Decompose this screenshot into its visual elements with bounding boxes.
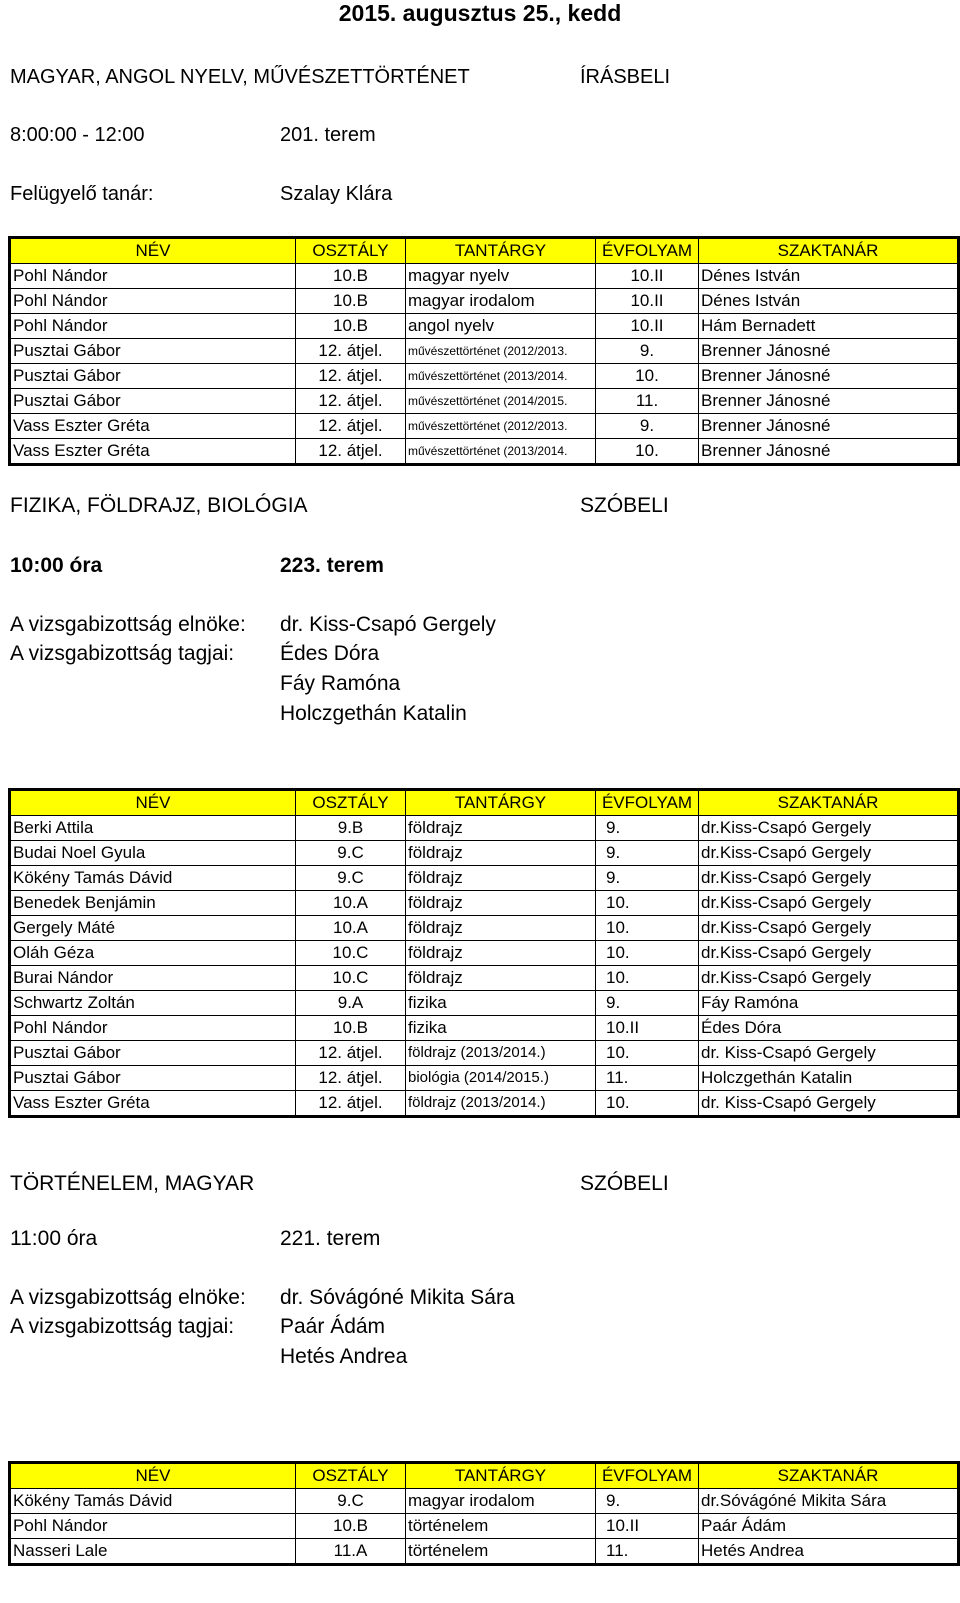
table-row — [10, 339, 959, 364]
cell-subject: fizika — [406, 1016, 596, 1041]
cell-subject: földrajz — [406, 841, 596, 866]
section2-exam-type: SZÓBELI — [580, 494, 669, 517]
header-name: NÉV — [10, 790, 296, 816]
cell-subject: művészettörténet (2014/2015. — [406, 389, 596, 414]
table-row — [10, 1514, 959, 1539]
section2-tbody — [10, 790, 959, 1117]
cell-class: 12. átjel. — [296, 414, 406, 439]
table-row — [10, 439, 959, 465]
cell-teacher: dr.Kiss-Csapó Gergely — [699, 941, 959, 966]
cell-name: Pusztai Gábor — [10, 1041, 296, 1066]
cell-class: 10.C — [296, 966, 406, 991]
cell-name: Pohl Nándor — [10, 314, 296, 339]
cell-name: Berki Attila — [10, 816, 296, 841]
section1-subject: MAGYAR, ANGOL NYELV, MŰVÉSZETTÖRTÉNET — [10, 66, 470, 88]
cell-name: Oláh Géza — [10, 941, 296, 966]
cell-year: 9. — [596, 339, 699, 364]
section1-supervisor-label: Felügyelő tanár: — [10, 183, 154, 205]
cell-name: Gergely Máté — [10, 916, 296, 941]
cell-name: Pusztai Gábor — [10, 389, 296, 414]
cell-teacher: dr.Kiss-Csapó Gergely — [699, 816, 959, 841]
cell-class: 12. átjel. — [296, 389, 406, 414]
header-year: ÉVFOLYAM — [596, 790, 699, 816]
section2-members-label: A vizsgabizottság tagjai: — [10, 642, 235, 665]
cell-subject: magyar irodalom — [406, 1489, 596, 1514]
cell-name: Pusztai Gábor — [10, 364, 296, 389]
cell-name: Schwartz Zoltán — [10, 991, 296, 1016]
cell-class: 12. átjel. — [296, 439, 406, 465]
cell-year: 10. — [596, 916, 699, 941]
table-row — [10, 1041, 959, 1066]
cell-name: Vass Eszter Gréta — [10, 439, 296, 465]
cell-teacher: dr.Kiss-Csapó Gergely — [699, 866, 959, 891]
header-class: OSZTÁLY — [296, 1463, 406, 1489]
cell-teacher: Dénes István — [699, 264, 959, 289]
section1-table — [8, 236, 960, 466]
cell-teacher: Brenner Jánosné — [699, 414, 959, 439]
cell-teacher: Dénes István — [699, 289, 959, 314]
cell-year: 10. — [596, 364, 699, 389]
cell-year: 11. — [596, 1066, 699, 1091]
section2-table — [8, 788, 960, 1118]
section1-room: 201. terem — [280, 124, 376, 146]
cell-teacher: dr. Kiss-Csapó Gergely — [699, 1091, 959, 1117]
cell-name: Kökény Tamás Dávid — [10, 1489, 296, 1514]
table-row — [10, 991, 959, 1016]
table-row — [10, 966, 959, 991]
cell-subject: földrajz — [406, 891, 596, 916]
cell-subject: fizika — [406, 991, 596, 1016]
cell-teacher: Brenner Jánosné — [699, 339, 959, 364]
cell-year: 9. — [596, 816, 699, 841]
cell-class: 10.A — [296, 916, 406, 941]
cell-class: 9.C — [296, 866, 406, 891]
cell-year: 11. — [596, 1539, 699, 1565]
table-row — [10, 314, 959, 339]
cell-name: Nasseri Lale — [10, 1539, 296, 1565]
cell-year: 9. — [596, 866, 699, 891]
cell-teacher: dr. Kiss-Csapó Gergely — [699, 1041, 959, 1066]
table-row — [10, 389, 959, 414]
cell-teacher: Brenner Jánosné — [699, 364, 959, 389]
cell-subject: biológia (2014/2015.) — [406, 1066, 596, 1091]
cell-subject: művészettörténet (2013/2014. — [406, 364, 596, 389]
cell-class: 9.A — [296, 991, 406, 1016]
cell-subject: földrajz — [406, 941, 596, 966]
header-year: ÉVFOLYAM — [596, 238, 699, 264]
section2-room: 223. terem — [280, 554, 384, 577]
cell-teacher: Hetés Andrea — [699, 1539, 959, 1565]
cell-class: 10.B — [296, 1514, 406, 1539]
cell-name: Pohl Nándor — [10, 1016, 296, 1041]
cell-year: 10. — [596, 439, 699, 465]
section3-room: 221. terem — [280, 1227, 381, 1250]
section3-subject: TÖRTÉNELEM, MAGYAR — [10, 1172, 255, 1195]
header-name: NÉV — [10, 238, 296, 264]
cell-year: 10. — [596, 1091, 699, 1117]
section2-chair: dr. Kiss-Csapó Gergely — [280, 613, 496, 636]
cell-class: 12. átjel. — [296, 1066, 406, 1091]
cell-teacher: Brenner Jánosné — [699, 439, 959, 465]
section3-member: Hetés Andrea — [280, 1345, 408, 1368]
cell-teacher: Holczgethán Katalin — [699, 1066, 959, 1091]
table-row — [10, 841, 959, 866]
cell-subject: művészettörténet (2013/2014. — [406, 439, 596, 465]
cell-year: 10.II — [596, 264, 699, 289]
cell-teacher: dr.Kiss-Csapó Gergely — [699, 916, 959, 941]
cell-year: 10. — [596, 1041, 699, 1066]
cell-class: 12. átjel. — [296, 1091, 406, 1117]
table-header-row — [10, 790, 959, 816]
cell-class: 12. átjel. — [296, 339, 406, 364]
cell-teacher: Fáy Ramóna — [699, 991, 959, 1016]
cell-teacher: dr.Sóvágóné Mikita Sára — [699, 1489, 959, 1514]
section3-members-label: A vizsgabizottság tagjai: — [10, 1315, 235, 1338]
cell-year: 9. — [596, 991, 699, 1016]
table-row — [10, 1539, 959, 1565]
cell-subject: történelem — [406, 1514, 596, 1539]
table-row — [10, 941, 959, 966]
section1-tbody — [10, 238, 959, 465]
cell-teacher: dr.Kiss-Csapó Gergely — [699, 891, 959, 916]
table-row — [10, 1066, 959, 1091]
cell-class: 12. átjel. — [296, 364, 406, 389]
cell-subject: angol nyelv — [406, 314, 596, 339]
cell-class: 10.C — [296, 941, 406, 966]
table-row — [10, 816, 959, 841]
table-row — [10, 364, 959, 389]
cell-name: Pohl Nándor — [10, 1514, 296, 1539]
cell-class: 10.B — [296, 264, 406, 289]
cell-class: 10.B — [296, 1016, 406, 1041]
cell-year: 10. — [596, 966, 699, 991]
cell-year: 9. — [596, 414, 699, 439]
cell-name: Vass Eszter Gréta — [10, 1091, 296, 1117]
table-header-row — [10, 1463, 959, 1489]
header-teacher: SZAKTANÁR — [699, 790, 959, 816]
cell-year: 9. — [596, 841, 699, 866]
section1-supervisor: Szalay Klára — [280, 183, 393, 205]
cell-class: 10.B — [296, 314, 406, 339]
table-row — [10, 264, 959, 289]
table-row — [10, 1091, 959, 1117]
section2-subject: FIZIKA, FÖLDRAJZ, BIOLÓGIA — [10, 494, 308, 517]
table-row — [10, 289, 959, 314]
cell-name: Vass Eszter Gréta — [10, 414, 296, 439]
cell-class: 10.B — [296, 289, 406, 314]
cell-subject: földrajz (2013/2014.) — [406, 1041, 596, 1066]
cell-year: 10.II — [596, 1514, 699, 1539]
cell-teacher: dr.Kiss-Csapó Gergely — [699, 841, 959, 866]
table-row — [10, 866, 959, 891]
cell-year: 11. — [596, 389, 699, 414]
section3-exam-type: SZÓBELI — [580, 1172, 669, 1195]
section1-exam-type: ÍRÁSBELI — [580, 66, 671, 88]
cell-name: Pusztai Gábor — [10, 1066, 296, 1091]
section3-chair-label: A vizsgabizottság elnöke: — [10, 1286, 246, 1309]
section2-chair-label: A vizsgabizottság elnöke: — [10, 613, 246, 636]
cell-class: 12. átjel. — [296, 1041, 406, 1066]
page-date: 2015. augusztus 25., kedd — [338, 0, 622, 26]
cell-class: 9.C — [296, 841, 406, 866]
table-row — [10, 1016, 959, 1041]
section2-member: Fáy Ramóna — [280, 672, 401, 695]
cell-name: Kökény Tamás Dávid — [10, 866, 296, 891]
cell-teacher: Édes Dóra — [699, 1016, 959, 1041]
cell-subject: művészettörténet (2012/2013. — [406, 414, 596, 439]
section3-member: Paár Ádám — [280, 1315, 386, 1338]
cell-year: 9. — [596, 1489, 699, 1514]
header-year: ÉVFOLYAM — [596, 1463, 699, 1489]
section3-table — [8, 1461, 960, 1566]
cell-subject: földrajz — [406, 916, 596, 941]
table-header-row — [10, 238, 959, 264]
header-teacher: SZAKTANÁR — [699, 1463, 959, 1489]
section2-member: Édes Dóra — [280, 642, 380, 665]
cell-year: 10.II — [596, 289, 699, 314]
cell-name: Burai Nándor — [10, 966, 296, 991]
cell-year: 10.II — [596, 1016, 699, 1041]
cell-class: 11.A — [296, 1539, 406, 1565]
header-subject: TANTÁRGY — [406, 238, 596, 264]
cell-year: 10. — [596, 941, 699, 966]
cell-subject: földrajz — [406, 816, 596, 841]
section3-time: 11:00 óra — [10, 1227, 98, 1250]
cell-year: 10. — [596, 891, 699, 916]
header-subject: TANTÁRGY — [406, 790, 596, 816]
cell-subject: földrajz (2013/2014.) — [406, 1091, 596, 1117]
cell-subject: magyar irodalom — [406, 289, 596, 314]
cell-class: 9.B — [296, 816, 406, 841]
cell-teacher: Hám Bernadett — [699, 314, 959, 339]
table-row — [10, 414, 959, 439]
header-name: NÉV — [10, 1463, 296, 1489]
table-row — [10, 916, 959, 941]
table-row — [10, 891, 959, 916]
header-subject: TANTÁRGY — [406, 1463, 596, 1489]
cell-name: Benedek Benjámin — [10, 891, 296, 916]
section1-time: 8:00:00 - 12:00 — [10, 124, 145, 146]
section2-time: 10:00 óra — [10, 554, 103, 577]
section3-tbody — [10, 1463, 959, 1565]
section3-chair: dr. Sóvágóné Mikita Sára — [280, 1286, 515, 1309]
table-row — [10, 1489, 959, 1514]
section2-member: Holczgethán Katalin — [280, 702, 467, 725]
cell-name: Pohl Nándor — [10, 264, 296, 289]
cell-subject: magyar nyelv — [406, 264, 596, 289]
cell-subject: földrajz — [406, 966, 596, 991]
cell-class: 10.A — [296, 891, 406, 916]
cell-name: Pusztai Gábor — [10, 339, 296, 364]
header-class: OSZTÁLY — [296, 790, 406, 816]
cell-name: Pohl Nándor — [10, 289, 296, 314]
cell-subject: földrajz — [406, 866, 596, 891]
header-teacher: SZAKTANÁR — [699, 238, 959, 264]
cell-name: Budai Noel Gyula — [10, 841, 296, 866]
cell-teacher: Brenner Jánosné — [699, 389, 959, 414]
header-class: OSZTÁLY — [296, 238, 406, 264]
cell-subject: történelem — [406, 1539, 596, 1565]
cell-subject: művészettörténet (2012/2013. — [406, 339, 596, 364]
cell-teacher: dr.Kiss-Csapó Gergely — [699, 966, 959, 991]
cell-teacher: Paár Ádám — [699, 1514, 959, 1539]
cell-class: 9.C — [296, 1489, 406, 1514]
cell-year: 10.II — [596, 314, 699, 339]
